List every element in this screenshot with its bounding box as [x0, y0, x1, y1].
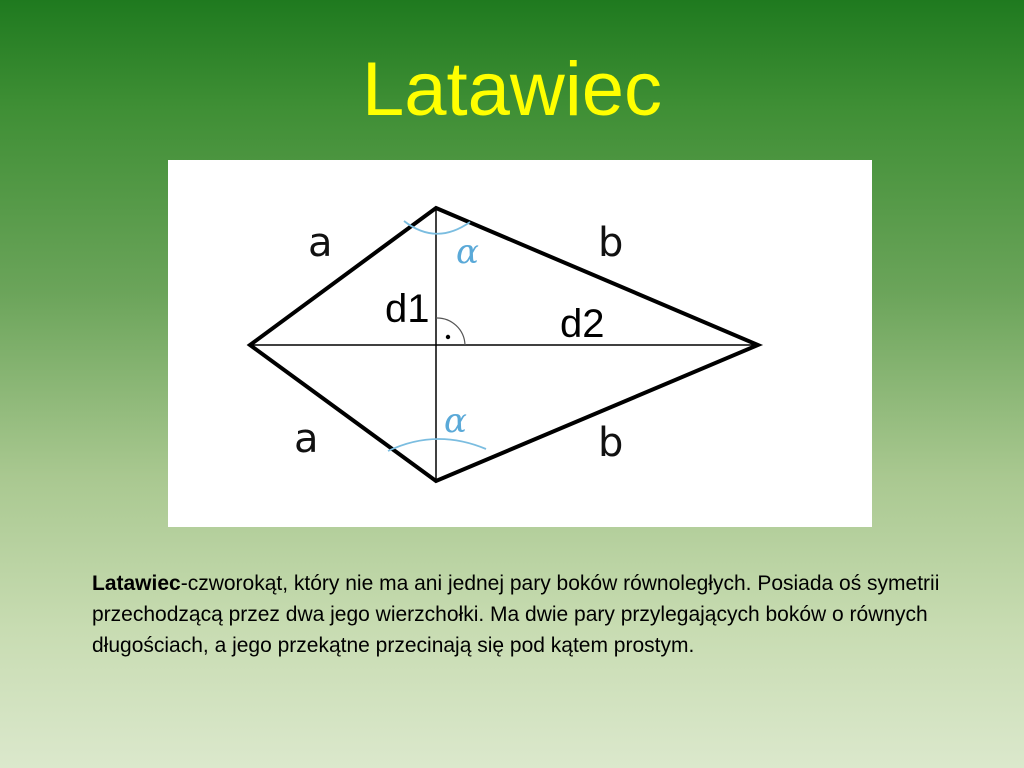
diagonal-label-d2: d2 [560, 302, 605, 346]
description-term: Latawiec [92, 572, 181, 595]
right-angle-arc [436, 318, 465, 345]
side-label-bottom-left: a [294, 416, 319, 462]
side-label-top-right: b [598, 220, 624, 266]
kite-figure-panel [168, 160, 872, 527]
slide-title: Latawiec [362, 47, 662, 132]
diagonal-label-d1: d1 [385, 287, 430, 331]
angle-label-bottom: α [444, 401, 467, 441]
description-text: -czworokąt, który nie ma ani jednej pary boków równoległych. Posiada oś symetrii przechodzącą przez dwa jego wierzchołki. Ma dwie pary przylegających boków o równych długościach, a jego przekątne przecinają się pod kątem prostym. [92, 572, 940, 657]
kite-description [92, 568, 952, 661]
bottom-angle-arc [388, 439, 486, 451]
kite-diagram [168, 160, 872, 527]
side-label-top-left: a [308, 220, 333, 266]
angle-label-top: α [456, 232, 479, 272]
side-label-bottom-right: b [598, 420, 624, 466]
right-angle-dot [446, 335, 450, 339]
